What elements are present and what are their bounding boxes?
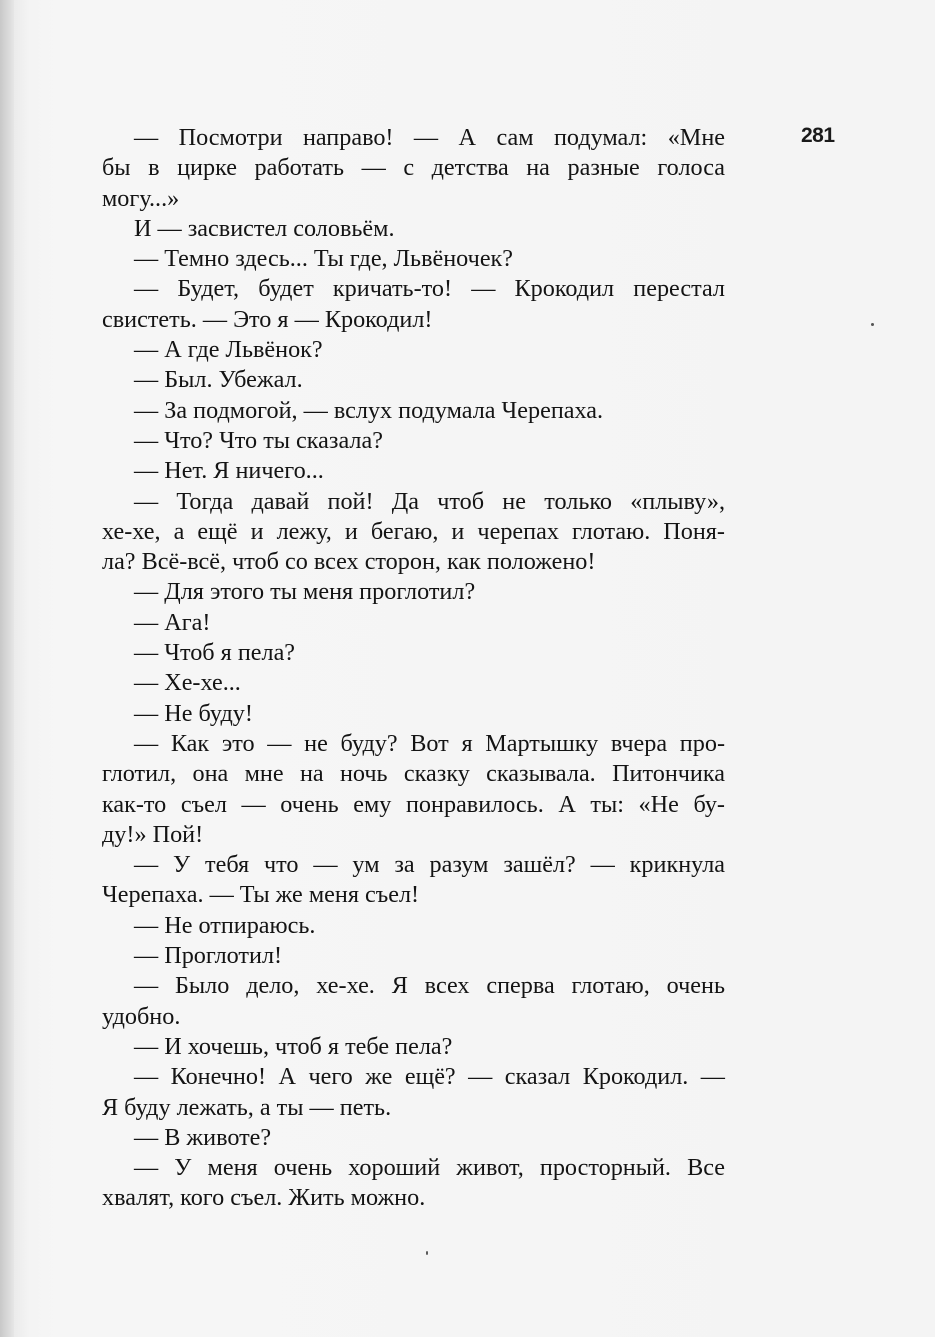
- text-line: — Был. Убежал.: [134, 366, 303, 394]
- text-line: — Нет. Я ничего...: [134, 457, 324, 485]
- text-line: глотил, она мне на ночь сказку сказывала. Питончика: [102, 760, 725, 788]
- text-line: бы в цирке работать — с детства на разные голоса: [102, 154, 725, 182]
- text-line: хвалят, кого съел. Жить можно.: [102, 1184, 426, 1212]
- text-line: удобно.: [102, 1002, 181, 1030]
- text-line: как-то съел — очень ему понравилось. А ты: «Не бу-: [102, 790, 725, 818]
- text-line: ла? Всё-всё, чтоб со всех сторон, как положено!: [102, 548, 596, 576]
- text-line: — В животе?: [134, 1123, 272, 1151]
- text-line: — Посмотри направо! — А сам подумал: «Мне: [134, 124, 725, 151]
- page-number: 281: [801, 124, 835, 147]
- text-line: свистеть. — Это я — Крокодил!: [102, 305, 433, 333]
- text-line: хе-хе, а ещё и лежу, и бегаю, и черепах глотаю. Поня-: [102, 517, 725, 545]
- text-line: — У тебя что — ум за разум зашёл? — крикнула: [134, 851, 725, 879]
- body-text: [102, 123, 725, 1214]
- text-line: — И хочешь, чтоб я тебе пела?: [134, 1032, 453, 1060]
- text-line: — Конечно! А чего же ещё? — сказал Крокодил. —: [134, 1063, 725, 1091]
- text-line: — Что? Что ты сказала?: [134, 426, 383, 454]
- paper-speck: [871, 323, 874, 326]
- text-line: И — засвистел соловьём.: [134, 214, 395, 242]
- text-line: Я буду лежать, а ты — петь.: [102, 1093, 392, 1121]
- text-line: — Для этого ты меня проглотил?: [134, 578, 476, 606]
- text-line: — А где Львёнок?: [134, 336, 323, 364]
- text-line: — Проглотил!: [134, 942, 283, 970]
- text-line: — Не буду!: [134, 699, 253, 727]
- text-line: — Хе-хе...: [134, 669, 241, 697]
- text-line: — Было дело, хе-хе. Я всех сперва глотаю, очень: [134, 972, 725, 1000]
- text-line: ду!» Пой!: [102, 820, 204, 848]
- text-line: — Чтоб я пела?: [134, 639, 296, 667]
- text-line: — Тогда давай пой! Да чтоб не только «плыву»,: [134, 487, 725, 515]
- page-spine-shadow: [0, 0, 14, 1337]
- text-line: могу...»: [102, 184, 180, 212]
- text-line: — Не отпираюсь.: [134, 911, 316, 939]
- text-line: — Как это — не буду? Вот я Мартышку вчера про-: [134, 729, 725, 757]
- paper-speck: [426, 1251, 428, 1255]
- text-line: — У меня очень хороший живот, просторный. Все: [134, 1154, 725, 1182]
- text-line: — Будет, будет кричать-то! — Крокодил перестал: [134, 275, 725, 303]
- text-line: — Темно здесь... Ты где, Львёночек?: [134, 245, 514, 273]
- text-line: Черепаха. — Ты же меня съел!: [102, 881, 420, 909]
- text-line: — За подмогой, — вслух подумала Черепаха.: [134, 396, 604, 424]
- text-line: — Ага!: [134, 608, 211, 636]
